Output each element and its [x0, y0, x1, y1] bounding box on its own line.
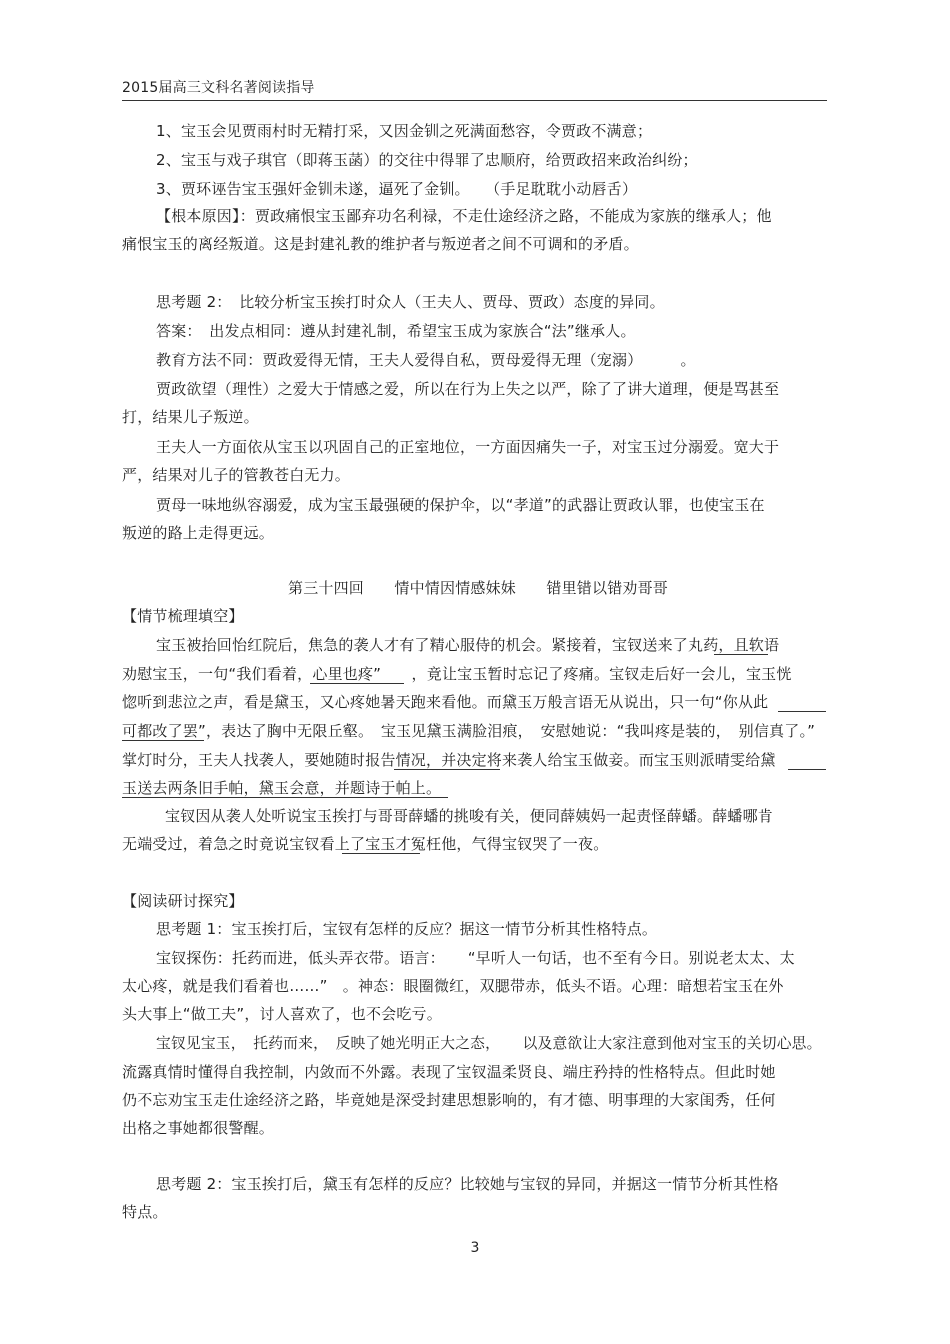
answer-paragraph: 宝钗见宝玉， 托药而来， 反映了她光明正大之态， 以及意欲让大家注意到他对宝玉的关切心思。 [156, 1035, 822, 1052]
answer-paragraph: 头大事上“做工夫”，讨人喜欢了，也不会吃亏。 [122, 1005, 442, 1023]
blank-underline [714, 654, 768, 655]
answer-paragraph: 宝钗探伤：托药而进，低头弄衣带。语言： “早听人一句话，也不至有今日。别说老太太、太 [156, 949, 795, 967]
research-heading: 【阅读研讨探究】 [122, 892, 244, 910]
answer-paragraph: 流露真情时懂得自我控制，内敛而不外露。表现了宝钗温柔贤良、端庄矜持的性格特点。但此时她 [122, 1063, 776, 1081]
blank-underline [122, 797, 448, 798]
answer-paragraph: 严，结果对儿子的管教苍白无力。 [122, 466, 351, 484]
blank-underline [342, 853, 420, 854]
header-title: 2015届高三文科名著阅读指导 [122, 80, 315, 96]
answer-paragraph: 仍不忘劝宝玉走仕途经济之路，毕竟她是深受封建思想影响的，有才德、明事理的大家闺秀，任何 [122, 1091, 776, 1109]
blank-underline [788, 769, 826, 770]
plot-heading: 【情节梳理填空】 [122, 607, 244, 625]
question-2-methods: 教育方法不同：贾政爱得无情，王夫人爱得自私，贾母爱得无理（宠溺） 。 [156, 351, 696, 369]
answer-paragraph: 出格之事她都很警醒。 [122, 1119, 275, 1137]
chapter-title: 第三十四回 情中情因情感妹妹 错里错以错劝哥哥 [288, 579, 669, 597]
plot-line: 惚听到悲泣之声，看是黛玉，又心疼她暑天跑来看他。而黛玉万般言语无从说出，只一句“你从此 [122, 693, 769, 711]
page-number: 3 [470, 1240, 480, 1256]
answer-paragraph: 王夫人一方面依从宝玉以巩固自己的正室地位，一方面因痛失一子，对宝玉过分溺爱。宽大于 [156, 438, 780, 456]
blank-underline [310, 683, 404, 684]
reason-item: 2、宝玉与戏子琪官（即蒋玉菡）的交往中得罪了忠顺府，给贾政招来政治纠纷； [156, 151, 698, 169]
root-cause: 痛恨宝玉的离经叛道。这是封建礼教的维护者与叛逆者之间不可调和的矛盾。 [122, 235, 639, 253]
plot-line: 可都改了罢”，表达了胸中无限丘壑。 宝玉见黛玉满脸泪痕， 安慰她说：“我叫疼是装的， 别信真了。” [122, 722, 816, 740]
answer-paragraph: 贾母一味地纵容溺爱，成为宝玉最强硬的保护伞，以“孝道”的武器让贾政认罪，也使宝玉在 [156, 496, 765, 514]
reason-item: 1、宝玉会见贾雨村时无精打采，又因金钏之死满面愁容，令贾政不满意； [156, 122, 653, 140]
question-2-answer: 答案： 出发点相同：遵从封建礼制，希望宝玉成为家族合“法”继承人。 [156, 322, 636, 340]
plot-line: 玉送去两条旧手帕，黛玉会意，并题诗于帕上。 [122, 779, 442, 797]
answer-paragraph: 打，结果儿子叛逆。 [122, 408, 259, 426]
answer-paragraph: 太心疼，就是我们看着也……” 。神态：眼圈微红，双腮带赤，低头不语。心理：暗想若宝玉在外 [122, 977, 784, 995]
question-2b-title: 特点。 [122, 1203, 168, 1221]
plot-line: 宝玉被抬回怡红院后，焦急的袭人才有了精心服侍的机会。紧接着，宝钗送来了丸药，且软语 [156, 636, 780, 654]
plot-line: 无端受过，着急之时竟说宝钗看上了宝玉才冤枉他，气得宝钗哭了一夜。 [122, 835, 609, 853]
header-rule [122, 100, 827, 101]
reason-item: 3、贾环诬告宝玉强奸金钏未遂，逼死了金钏。 （手足耽耽小动唇舌） [156, 180, 638, 198]
question-1-title: 思考题 1：宝玉挨打后，宝钗有怎样的反应？据这一情节分析其性格特点。 [156, 920, 658, 938]
blank-underline [122, 740, 204, 741]
plot-line: 掌灯时分，王夫人找袭人，要她随时报告情况，并决定将来袭人给宝玉做妾。而宝玉则派晴雯给黛 [122, 751, 776, 769]
root-cause: 【根本原因】：贾政痛恨宝玉鄙弃功名利禄，不走仕途经济之路，不能成为家族的继承人；他 [156, 207, 772, 225]
plot-line: 宝钗因从袭人处听说宝玉挨打与哥哥薛蟠的挑唆有关，便同薛姨妈一起责怪薛蟠。薛蟠哪肯 [165, 807, 774, 825]
question-2b-title: 思考题 2：宝玉挨打后，黛玉有怎样的反应？比较她与宝钗的异同，并据这一情节分析其性格 [156, 1175, 779, 1193]
plot-line: 劝慰宝玉，一句“我们看着，心里也疼” ，竟让宝玉暂时忘记了疼痛。宝钗走后好一会儿，宝玉恍 [122, 665, 792, 683]
blank-underline [394, 769, 500, 770]
answer-paragraph: 叛逆的路上走得更远。 [122, 524, 275, 542]
question-2-title: 思考题 2： 比较分析宝玉挨打时众人（王夫人、贾母、贾政）态度的异同。 [156, 293, 665, 311]
blank-underline [778, 711, 826, 712]
answer-paragraph: 贾政欲望（理性）之爱大于情感之爱，所以在行为上失之以严，除了了讲大道理，便是骂甚至 [156, 380, 780, 398]
